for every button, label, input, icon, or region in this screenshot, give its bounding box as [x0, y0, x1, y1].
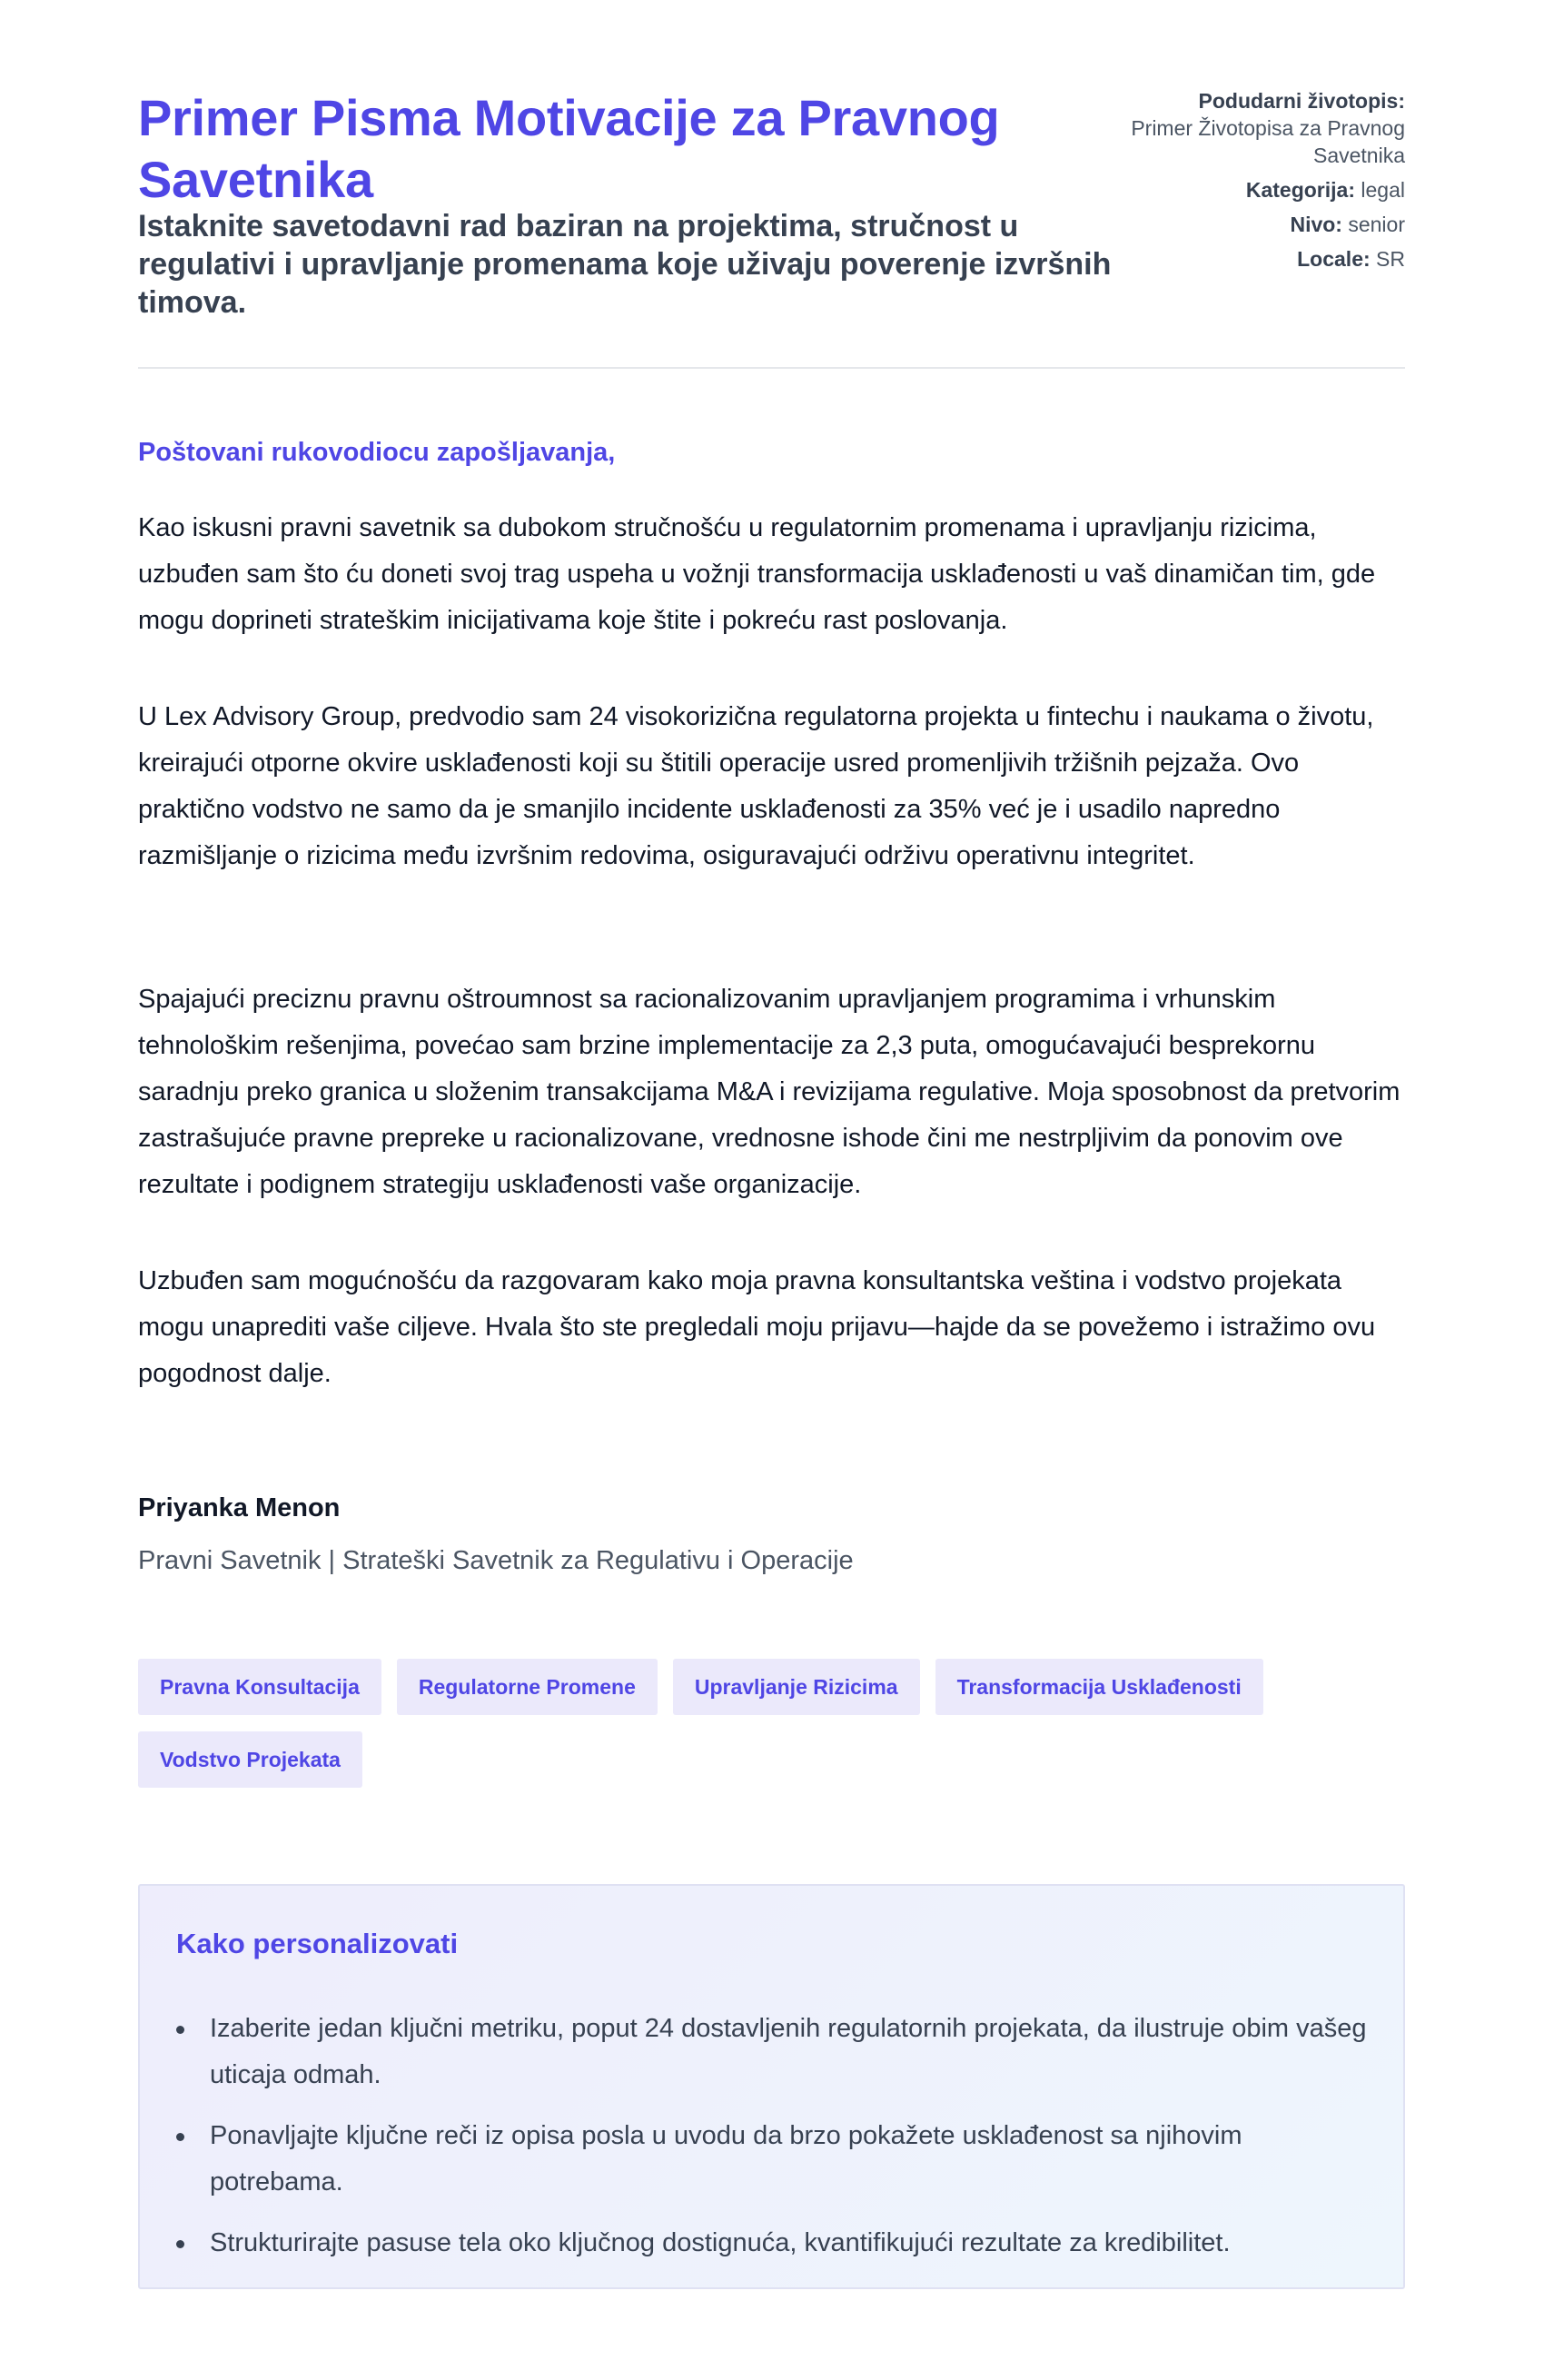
meta-category	[1096, 176, 1405, 203]
signature-name: Priyanka Menon	[138, 1493, 341, 1522]
tips-item-text: Izaberite jedan ključni metriku, poput 24 dostavljenih regulatornih projekata, da ilustruje obim vašeg uticaja odmah.	[210, 2014, 1367, 2089]
meta-resume-label: Podudarni životopis:	[1198, 89, 1405, 113]
letter-paragraph-2: U Lex Advisory Group, predvodio sam 24 visokorizična regulatorna projekta u fintechu i naukama o životu, kreirajući otporne okvire usklađenosti koji su štitili operacije usred promenljivih tržišnih pejzaža. Ovo praktično vodstvo ne samo da je smanjilo incidente usklađenosti za 35% već je i usadilo napredno razmišljanje o rizicima među izvršnim redovima, osiguravajući održivu operativnu integritet.	[138, 702, 1374, 870]
meta-matching-resume	[1096, 87, 1405, 169]
meta-level-value: senior	[1348, 213, 1405, 236]
tips-list-item	[176, 2220, 1375, 2266]
header-divider	[138, 367, 1405, 369]
meta-locale-label: Locale:	[1297, 247, 1371, 271]
tips-list	[176, 2006, 1375, 2281]
letter-paragraph-1: Kao iskusni pravni savetnik sa dubokom stručnošću u regulatornim promenama i upravljanju rizicima, uzbuđen sam što ću doneti svoj trag uspeha u vožnji transformacija usklađenosti u vaš dinamičan tim, gde mogu doprineti strateškim inicijativama koje štite i pokreću rast poslovanja.	[138, 513, 1376, 635]
skill-tag[interactable]: Vodstvo Projekata	[138, 1731, 362, 1788]
bullet-icon	[176, 2240, 184, 2248]
tips-item-text: Strukturirajte pasuse tela oko ključnog dostignuća, kvantifikujući rezultate za kredibilitet.	[210, 2228, 1231, 2257]
meta-category-label: Kategorija:	[1245, 178, 1355, 202]
meta-level-label: Nivo:	[1290, 213, 1342, 236]
page-subtitle: Istaknite savetodavni rad baziran na projektima, stručnost u regulativi i upravljanje promenama koje uživaju poverenje izvršnih timova.	[138, 209, 1112, 320]
meta-category-value: legal	[1361, 178, 1405, 202]
cover-letter-page	[138, 0, 1405, 2257]
bullet-icon	[176, 2133, 184, 2141]
skill-tag[interactable]: Transformacija Usklađenosti	[935, 1659, 1263, 1715]
skill-tag[interactable]: Upravljanje Rizicima	[673, 1659, 920, 1715]
letter-paragraph-4: Uzbuđen sam mogućnošću da razgovaram kako moja pravna konsultantska veština i vodstvo projekata mogu unaprediti vaše ciljeve. Hvala što ste pregledali moju prijavu—hajde da se povežemo i istražimo ovu pogodnost dalje.	[138, 1266, 1376, 1388]
letter-paragraph-3: Spajajući preciznu pravnu oštroumnost sa racionalizovanim upravljanjem programima i vrhunskim tehnološkim rešenjima, povećao sam brzine implementacije za 2,3 puta, omogućavajući besprekornu saradnju preko granica u složenim transakcijama M&A i revizijama regulative. Moja sposobnost da pretvorim zastrašujuće pravne prepreke u racionalizovane, vrednosne ishode čini me nestrpljivim da ponovim ove rezultate i podignem strategiju usklađenosti vaše organizacije.	[138, 985, 1400, 1199]
tips-list-item	[176, 2113, 1375, 2206]
page-header	[138, 0, 1405, 369]
skill-tag[interactable]: Regulatorne Promene	[397, 1659, 658, 1715]
skill-tags	[138, 1659, 1405, 1788]
meta-locale	[1096, 245, 1405, 273]
bullet-icon	[176, 2026, 184, 2034]
tips-title: Kako personalizovati	[176, 1928, 459, 1959]
tips-item-text: Ponavljajte ključne reči iz opisa posla u uvodu da brzo pokažete usklađenost sa njihovim potrebama.	[210, 2121, 1242, 2197]
personalization-tips-box	[138, 1884, 1405, 2289]
tips-list-item	[176, 2006, 1375, 2098]
meta-locale-value: SR	[1376, 247, 1405, 271]
skill-tag[interactable]: Pravna Konsultacija	[138, 1659, 381, 1715]
page-title: Primer Pisma Motivacije za Pravnog Savetnika	[138, 89, 1000, 208]
letter-salutation: Poštovani rukovodiocu zapošljavanja,	[138, 438, 616, 467]
signature-title: Pravni Savetnik | Strateški Savetnik za Regulativu i Operacije	[138, 1546, 854, 1575]
meta-panel	[1096, 87, 1405, 280]
meta-level	[1096, 211, 1405, 238]
meta-resume-link[interactable]: Primer Životopisa za Pravnog Savetnika	[1131, 116, 1405, 167]
